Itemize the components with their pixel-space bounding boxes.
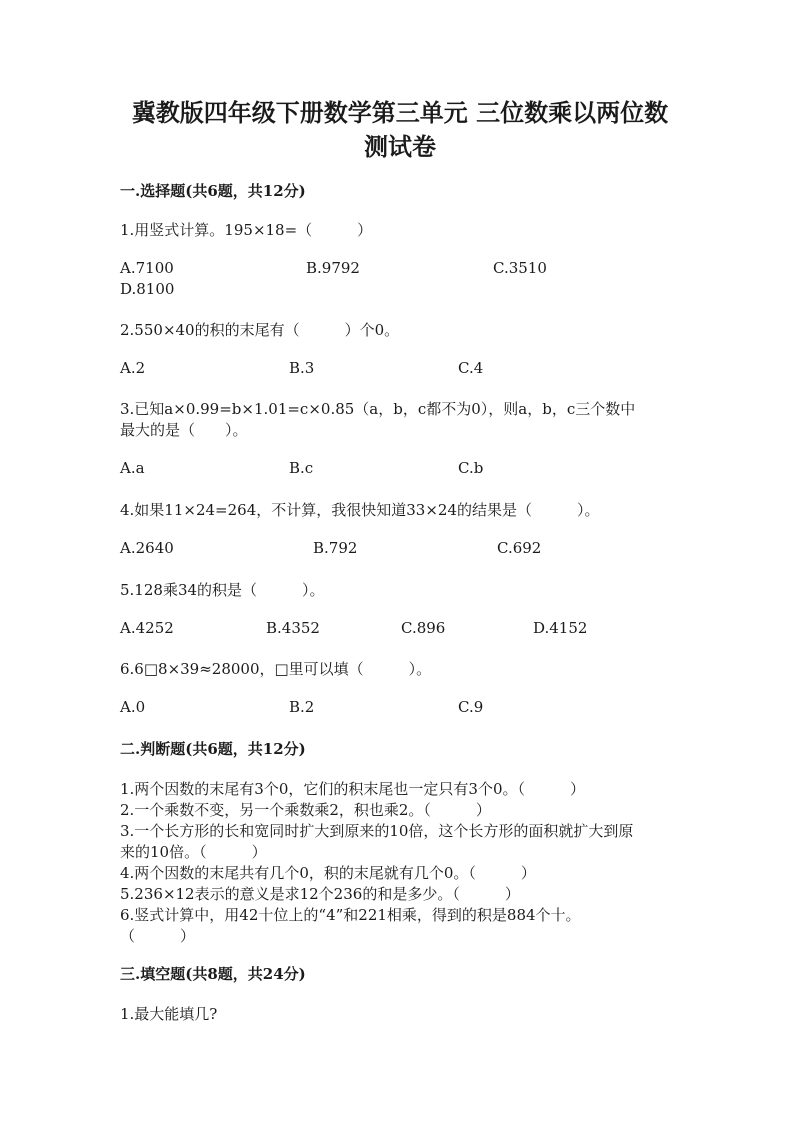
judgement-line-3: 3.一个长方形的长和宽同时扩大到原来的10倍，这个长方形的面积就扩大到原 bbox=[120, 822, 634, 840]
question-4-option-b: B.792 bbox=[313, 539, 358, 557]
fill-blank-question-1: 1.最大能填几? bbox=[120, 1005, 218, 1023]
judgement-line-6: 5.236×12表示的意义是求12个236的和是多少。（ ） bbox=[120, 885, 520, 903]
question-6-option-b: B.2 bbox=[289, 698, 315, 716]
section-heading-judgement: 二.判断题(共6题，共12分) bbox=[120, 740, 306, 758]
judgement-line-7: 6.竖式计算中，用42十位上的“4”和221相乘，得到的积是884个十。 bbox=[120, 906, 581, 924]
question-4-option-a: A.2640 bbox=[120, 539, 174, 557]
question-3-option-c: C.b bbox=[458, 459, 484, 477]
question-5-option-c: C.896 bbox=[401, 619, 446, 637]
question-5-option-b: B.4352 bbox=[266, 619, 320, 637]
question-1-option-a: A.7100 bbox=[120, 259, 174, 277]
question-5-option-a: A.4252 bbox=[120, 619, 174, 637]
question-1-stem: 1.用竖式计算。195×18=（ ） bbox=[120, 221, 373, 239]
section-heading-choice: 一.选择题(共6题，共12分) bbox=[120, 182, 306, 200]
judgement-line-2: 2.一个乘数不变，另一个乘数乘2，积也乘2。（ ） bbox=[120, 801, 491, 819]
exam-title-line-2: 测试卷 bbox=[364, 132, 436, 161]
section-heading-fill-blank: 三.填空题(共8题，共24分) bbox=[120, 965, 306, 983]
question-2-option-b: B.3 bbox=[289, 359, 315, 377]
question-6-option-a: A.0 bbox=[120, 698, 146, 716]
question-6-stem: 6.6□8×39≈28000，□里可以填（ ）。 bbox=[120, 660, 432, 678]
question-3-option-b: B.c bbox=[289, 459, 314, 477]
judgement-line-8: （ ） bbox=[120, 927, 196, 945]
question-3-stem-line-2: 最大的是（ ）。 bbox=[120, 421, 248, 439]
judgement-line-1: 1.两个因数的末尾有3个0，它们的积末尾也一定只有3个0。（ ） bbox=[120, 780, 585, 798]
question-2-option-a: A.2 bbox=[120, 359, 146, 377]
exam-title-line-1: 冀教版四年级下册数学第三单元 三位数乘以两位数 bbox=[131, 98, 669, 127]
question-1-option-d: D.8100 bbox=[120, 280, 175, 298]
question-3-option-a: A.a bbox=[120, 459, 145, 477]
judgement-line-5: 4.两个因数的末尾共有几个0，积的末尾就有几个0。（ ） bbox=[120, 864, 536, 882]
question-6-option-c: C.9 bbox=[458, 698, 484, 716]
question-1-option-b: B.9792 bbox=[306, 259, 360, 277]
question-5-stem: 5.128乘34的积是（ ）。 bbox=[120, 581, 325, 599]
question-4-stem: 4.如果11×24=264，不计算，我很快知道33×24的结果是（ ）。 bbox=[120, 501, 600, 519]
judgement-line-4: 来的10倍。（ ） bbox=[120, 843, 267, 861]
question-2-option-c: C.4 bbox=[458, 359, 484, 377]
question-2-stem: 2.550×40的积的末尾有（ ）个0。 bbox=[120, 321, 400, 339]
question-1-option-c: C.3510 bbox=[493, 259, 547, 277]
question-5-option-d: D.4152 bbox=[533, 619, 588, 637]
question-4-option-c: C.692 bbox=[497, 539, 542, 557]
question-3-stem-line-1: 3.已知a×0.99=b×1.01=c×0.85（a，b，c都不为0），则a，b，c三个数中 bbox=[120, 400, 636, 418]
